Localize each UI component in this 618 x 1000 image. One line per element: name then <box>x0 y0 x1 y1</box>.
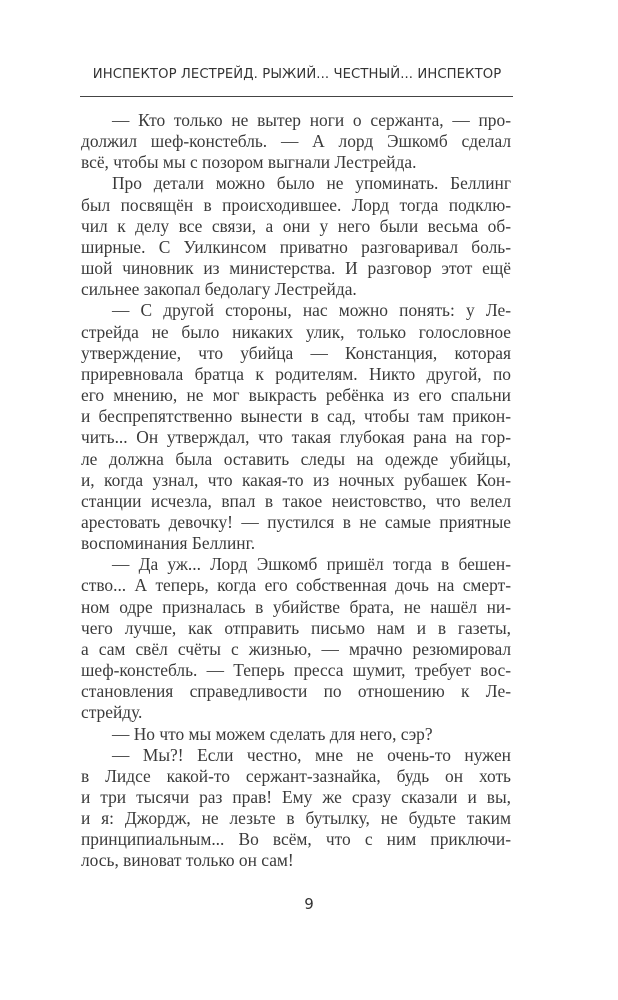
body-text <box>81 110 511 872</box>
paragraph <box>81 110 511 173</box>
text-line: арестовать девочку! — пустился в не самые приятные <box>81 511 511 532</box>
paragraph <box>81 173 511 300</box>
text-line: и беспрепятственно вынести в сад, чтобы там прикон- <box>81 406 511 427</box>
text-line: должил шеф-констебль. — А лорд Эшкомб сделал <box>81 131 511 152</box>
text-line: воспоминания Беллинг. <box>81 533 256 554</box>
text-line: Про детали можно было не упоминать. Беллинг <box>112 173 511 194</box>
running-header: ИНСПЕКТОР ЛЕСТРЕЙД. РЫЖИЙ... ЧЕСТНЫЙ... ИНСПЕКТОР <box>92 67 502 82</box>
text-line: — Но что мы можем сделать для него, сэр? <box>112 723 433 744</box>
text-line: — С другой стороны, нас можно понять: у Ле- <box>112 300 511 321</box>
text-line: чего лучше, как отправить письмо нам и в газеты, <box>81 617 511 638</box>
paragraph <box>81 745 511 872</box>
text-line: был посвящён в происходившее. Лорд тогда подклю- <box>81 194 511 215</box>
text-line: приревновала братца к родителям. Никто другой, по <box>81 363 511 384</box>
text-line: — Кто только не вытер ноги о сержанта, — про- <box>112 110 511 130</box>
text-line: стрейда не было никаких улик, только голословное <box>81 321 511 342</box>
text-line: лось, виноват только он сам! <box>81 850 294 871</box>
paragraph <box>81 724 511 745</box>
paragraph <box>81 554 511 723</box>
text-line: в Лидсе какой-то сержант-зазнайка, будь он хоть <box>81 765 511 786</box>
text-line: ном одре призналась в убийстве брата, не нашёл ни- <box>81 596 511 617</box>
text-line: ство... А теперь, когда его собственная дочь на смерт- <box>81 575 511 596</box>
header-divider <box>80 96 513 97</box>
text-line: ширные. С Уилкинсом приватно разговаривал боль- <box>81 236 511 257</box>
text-line: чить... Он утверждал, что такая глубокая рана на гор- <box>81 427 511 448</box>
text-line: а сам свёл счёты с жизнью, — мрачно резюмировал <box>81 638 511 659</box>
text-line: — Мы?! Если честно, мне не очень-то нужен <box>112 744 511 765</box>
text-line: станции исчезла, впал в такое неистовство, что велел <box>81 490 511 511</box>
text-line: становления справедливости по отношению к Ле- <box>81 681 511 702</box>
text-line: принципиальным... Во всём, что с ним приключи- <box>81 829 511 850</box>
text-line: и, когда узнал, что какая-то из ночных рубашек Кон- <box>81 469 511 490</box>
text-line: всё, чтобы мы с позором выгнали Лестрейда. <box>81 152 417 173</box>
text-line: ле должна была оставить следы на одежде убийцы, <box>81 448 511 469</box>
text-line: утверждение, что убийца — Констанция, которая <box>81 342 511 363</box>
text-line: и я: Джордж, не лезьте в бутылку, не будьте таким <box>81 808 511 829</box>
text-line: шой чиновник из министерства. И разговор этот ещё <box>81 258 511 279</box>
text-line: шеф-констебль. — Теперь пресса шумит, требует вос- <box>81 660 511 681</box>
text-line: чил к делу все связи, а они у него были весьма об- <box>81 215 511 236</box>
text-line: — Да уж... Лорд Эшкомб пришёл тогда в бешен- <box>112 554 511 575</box>
text-line: сильнее закопал бедолагу Лестрейда. <box>81 279 357 300</box>
page-number: 9 <box>304 895 314 913</box>
text-line: стрейду. <box>81 702 143 723</box>
paragraph <box>81 300 511 554</box>
text-line: и три тысячи раз прав! Ему же сразу сказали и вы, <box>81 787 511 807</box>
text-line: его мнению, не мог выкрасть ребёнка из его спальни <box>81 385 511 406</box>
